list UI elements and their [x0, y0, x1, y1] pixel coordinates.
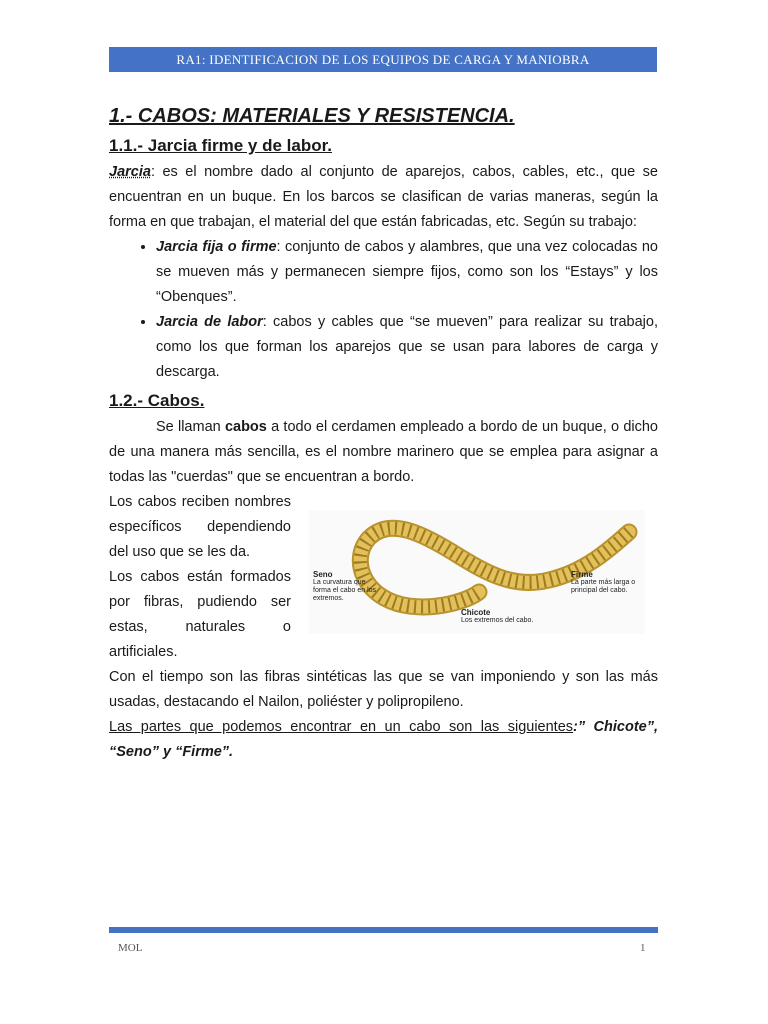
- footer-divider: [109, 927, 658, 933]
- label-chicote: Chicote Los extremos del cabo.: [461, 608, 534, 624]
- list-item-term: Jarcia fija o firme: [156, 239, 277, 255]
- page-header: [109, 47, 657, 72]
- list-item-text: : cabos y cables que “se mueven” para realizar su trabajo, como los que forman los aparejos que se usan para labores de carga y descarga.: [156, 314, 659, 380]
- list-item: [156, 235, 658, 310]
- page-number: 1: [640, 942, 646, 954]
- jarcia-paragraph: [109, 160, 658, 235]
- cabos-paragraph: [109, 415, 658, 490]
- cabos-side-text-2: Los cabos están formados por fibras, pudiendo ser estas, naturales o artificiales.: [109, 569, 291, 660]
- parts-bold-text: :” Chicote”, “Seno” y “Firme”.: [109, 719, 658, 760]
- subsection-title-cabos: 1.2.- Cabos.: [109, 391, 205, 410]
- label-firme: Firme La parte más larga o principal del cabo.: [571, 570, 636, 594]
- cabos-bold-term: cabos: [224, 419, 267, 435]
- parts-paragraph: [109, 715, 658, 765]
- list-item-term: Jarcia de labor: [156, 314, 263, 330]
- list-item: [156, 310, 658, 385]
- list-item-text: : conjunto de cabos y alambres, que una vez colocadas no se mueven más y permanecen siempre fijos, como son los “Estays” y los “Obenques”.: [156, 239, 658, 305]
- parts-underlined-text: Las partes que podemos encontrar en un cabo son las siguientes: [109, 719, 574, 735]
- subsection-title-jarcia: 1.1.- Jarcia firme y de labor.: [109, 136, 333, 155]
- cabos-text-a: Se llaman: [156, 419, 225, 435]
- cabos-figure-block: [109, 490, 658, 665]
- cabos-side-text-1: Los cabos reciben nombres específicos dependiendo del uso que se les da.: [109, 494, 291, 560]
- fibers-paragraph: Con el tiempo son las fibras sintéticas las que se van imponiendo y son las más usadas, destacando el Nailon, poliéster y polipropileno.: [109, 669, 658, 710]
- label-seno: Seno La curvatura que forma el cabo en los extremos.: [313, 570, 377, 602]
- jarcia-intro: : es el nombre dado al conjunto de aparejos, cabos, cables, etc., que se encuentran en un buque. En los barcos se clasifican de varias maneras, según la forma en que trabajan, el material del que están fabricadas, etc. Según su trabajo:: [109, 164, 658, 230]
- cabos-text-b: a todo el cerdamen empleado a bordo de un buque, o dicho de una manera más sencilla, es el nombre marinero que se emplea para asignar a todas las "cuerdas" que se encuentran a bordo.: [109, 419, 658, 485]
- footer-author: MOL: [118, 942, 143, 954]
- header-title: RA1: IDENTIFICACION DE LOS EQUIPOS DE CARGA Y MANIOBRA: [176, 51, 590, 67]
- section-title: 1.- CABOS: MATERIALES Y RESISTENCIA.: [109, 105, 515, 127]
- rope-figure: [309, 510, 645, 634]
- jarcia-term: Jarcia: [109, 164, 151, 180]
- jarcia-list: [109, 235, 658, 385]
- document-body: [109, 102, 658, 765]
